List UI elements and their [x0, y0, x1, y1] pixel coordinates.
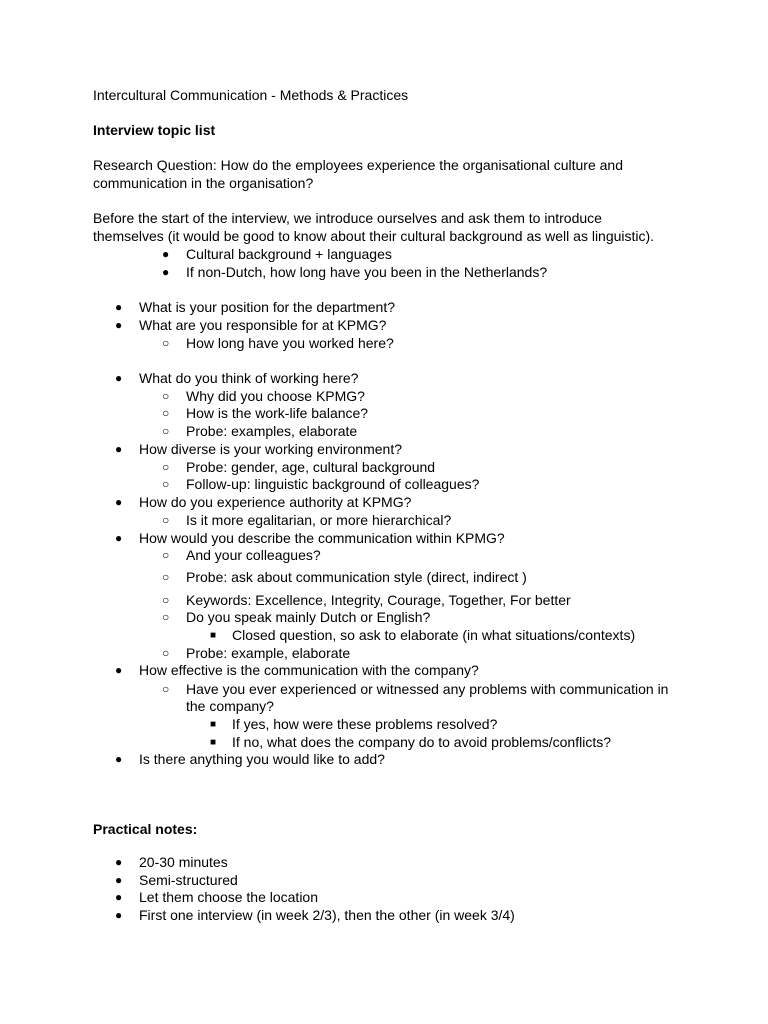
- practical-note-item: 20-30 minutes: [139, 854, 228, 870]
- sub-question-item: Probe: example, elaborate: [186, 645, 351, 661]
- circle-bullet-icon: ○: [162, 389, 170, 403]
- intro-line-1: Before the start of the interview, we introduce ourselves and ask them to introduce: [93, 210, 602, 226]
- sub-question-item: Probe: gender, age, cultural background: [186, 459, 436, 475]
- circle-bullet-icon: ○: [162, 424, 170, 438]
- sub-question-item: How long have you worked here?: [186, 335, 394, 351]
- course-title: Intercultural Communication - Methods & Practices: [93, 87, 409, 103]
- question-item: How do you experience authority at KPMG?: [139, 494, 412, 510]
- circle-bullet-icon: ○: [162, 646, 170, 660]
- sub-question-item: Is it more egalitarian, or more hierarchical?: [186, 512, 452, 528]
- circle-bullet-icon: ○: [162, 513, 170, 527]
- intro-bullet: Cultural background + languages: [186, 246, 392, 262]
- disc-bullet-icon: ●: [115, 300, 123, 314]
- disc-bullet-icon: ●: [115, 531, 123, 545]
- disc-bullet-icon: ●: [115, 873, 123, 887]
- sub-sub-question-item: If no, what does the company do to avoid problems/conflicts?: [232, 734, 611, 750]
- question-item: Is there anything you would like to add?: [139, 751, 385, 767]
- disc-bullet-icon: ●: [115, 890, 123, 904]
- disc-bullet-icon: ●: [115, 442, 123, 456]
- intro-line-2: themselves (it would be good to know about their cultural background as well as linguistic).: [93, 228, 655, 244]
- circle-bullet-icon: ○: [162, 682, 170, 696]
- disc-bullet-icon: ●: [115, 371, 123, 385]
- circle-bullet-icon: ○: [162, 477, 170, 491]
- practical-note-item: Semi-structured: [139, 872, 238, 888]
- question-item: What do you think of working here?: [139, 370, 359, 386]
- sub-question-item: Why did you choose KPMG?: [186, 388, 365, 404]
- disc-bullet-icon: ●: [115, 495, 123, 509]
- sub-question-item: Have you ever experienced or witnessed any problems with communication in: [186, 681, 669, 697]
- research-question-line-2: communication in the organisation?: [93, 175, 314, 191]
- question-item: What are you responsible for at KPMG?: [139, 317, 387, 333]
- question-item: How effective is the communication with the company?: [139, 662, 479, 678]
- question-item: How would you describe the communication within KPMG?: [139, 530, 505, 546]
- sub-question-item: Probe: examples, elaborate: [186, 423, 358, 439]
- sub-question-item: Do you speak mainly Dutch or English?: [186, 609, 431, 625]
- square-bullet-icon: ■: [210, 630, 217, 641]
- sub-sub-question-item: If yes, how were these problems resolved?: [232, 716, 498, 732]
- disc-bullet-icon: ●: [115, 663, 123, 677]
- sub-sub-question-item: Closed question, so ask to elaborate (in what situations/contexts): [232, 627, 636, 643]
- intro-bullet: If non-Dutch, how long have you been in the Netherlands?: [186, 264, 548, 280]
- disc-bullet-icon: ●: [162, 265, 170, 279]
- sub-question-item-continued: the company?: [186, 698, 274, 714]
- circle-bullet-icon: ○: [162, 593, 170, 607]
- circle-bullet-icon: ○: [162, 336, 170, 350]
- sub-question-item: Probe: ask about communication style (direct, indirect ): [186, 569, 527, 585]
- circle-bullet-icon: ○: [162, 570, 170, 584]
- heading-interview-topic-list: Interview topic list: [93, 122, 216, 138]
- sub-question-item: Follow-up: linguistic background of colleagues?: [186, 476, 480, 492]
- circle-bullet-icon: ○: [162, 460, 170, 474]
- disc-bullet-icon: ●: [115, 855, 123, 869]
- heading-practical-notes: Practical notes:: [93, 821, 198, 837]
- disc-bullet-icon: ●: [115, 752, 123, 766]
- square-bullet-icon: ■: [210, 737, 217, 748]
- circle-bullet-icon: ○: [162, 406, 170, 420]
- practical-note-item: First one interview (in week 2/3), then the other (in week 3/4): [139, 907, 515, 923]
- sub-question-item: And your colleagues?: [186, 547, 321, 563]
- sub-question-item: Keywords: Excellence, Integrity, Courage, Together, For better: [186, 592, 571, 608]
- question-item: How diverse is your working environment?: [139, 441, 402, 457]
- disc-bullet-icon: ●: [162, 247, 170, 261]
- square-bullet-icon: ■: [210, 719, 217, 730]
- circle-bullet-icon: ○: [162, 610, 170, 624]
- disc-bullet-icon: ●: [115, 318, 123, 332]
- practical-note-item: Let them choose the location: [139, 889, 319, 905]
- disc-bullet-icon: ●: [115, 908, 123, 922]
- question-item: What is your position for the department?: [139, 299, 396, 315]
- sub-question-item: How is the work-life balance?: [186, 405, 369, 421]
- research-question-line-1: Research Question: How do the employees experience the organisational culture and: [93, 157, 623, 173]
- circle-bullet-icon: ○: [162, 548, 170, 562]
